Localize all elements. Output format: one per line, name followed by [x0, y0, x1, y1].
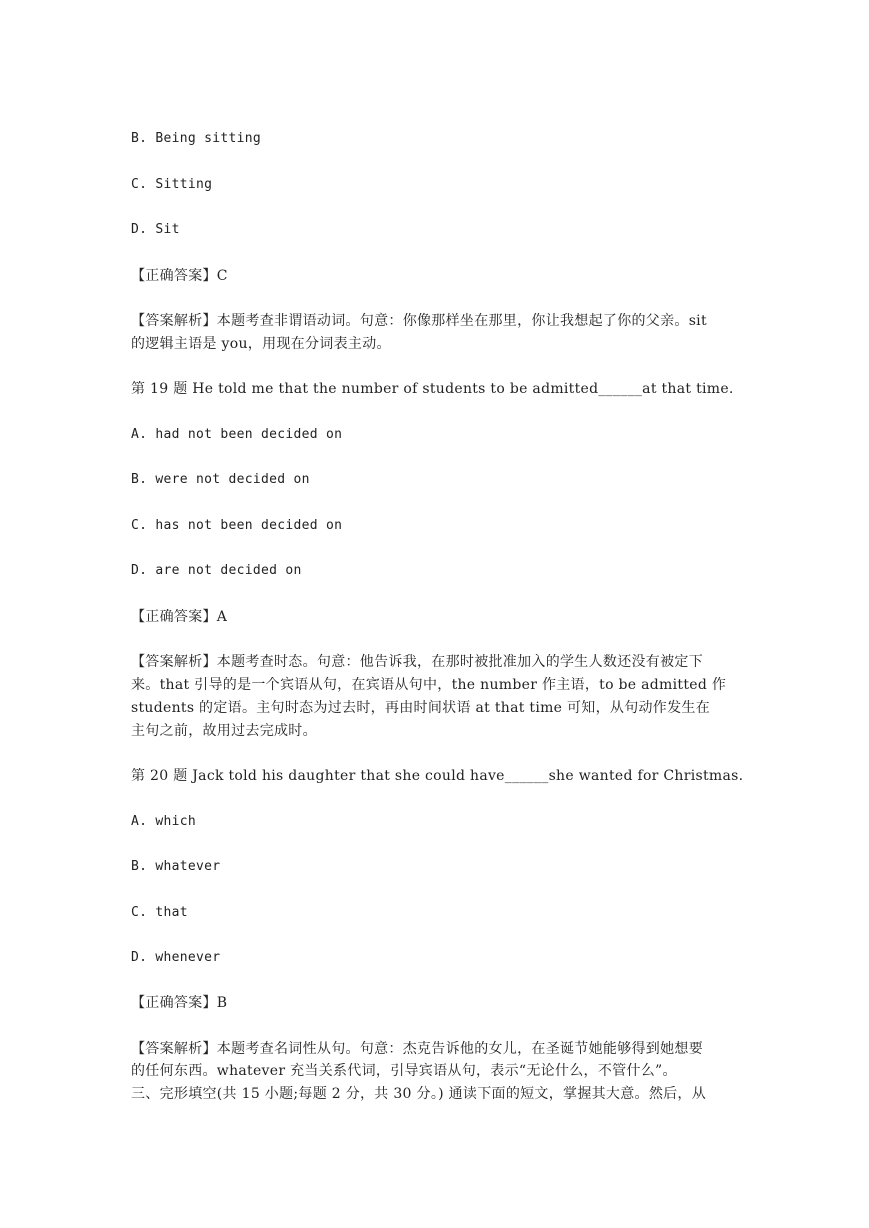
q20-analysis-line-1: 【答案解析】本题考查名词性从句。句意：杰克告诉他的女儿，在圣诞节她能够得到她想要 — [131, 1041, 703, 1057]
q18-analysis-line-1: 【答案解析】本题考查非谓语动词。句意：你像那样坐在那里，你让我想起了你的父亲。sit — [131, 313, 707, 329]
q19-question: 第 19 题 He told me that the number of students to be admitted______at that time. — [131, 381, 734, 397]
q18-analysis-line-2: 的逻辑主语是 you，用现在分词表主动。 — [131, 336, 391, 352]
q20-analysis-line-2: 的任何东西。whatever 充当关系代词，引导宾语从句，表示“无论什么，不管什么”。 — [131, 1063, 677, 1079]
q19-option-d: D. are not decided on — [131, 563, 302, 578]
q19-answer: 【正确答案】A — [131, 609, 228, 625]
q18-option-b: B. Being sitting — [131, 131, 262, 146]
q20-option-b: B. whatever — [131, 859, 221, 874]
q20-answer: 【正确答案】B — [131, 995, 228, 1011]
section-3-heading: 三、完形填空(共 15 小题;每题 2 分，共 30 分。) 通读下面的短文，掌握其大意。然后，从 — [131, 1086, 707, 1102]
q19-analysis-line-1: 【答案解析】本题考查时态。句意：他告诉我，在那时被批准加入的学生人数还没有被定下 — [131, 654, 703, 670]
q20-question: 第 20 题 Jack told his daughter that she could have______she wanted for Christmas. — [131, 768, 744, 784]
q19-analysis-line-4: 主句之前，故用过去完成时。 — [131, 723, 317, 739]
q20-option-d: D. whenever — [131, 950, 221, 965]
q19-option-c: C. has not been decided on — [131, 518, 343, 533]
q18-option-c: C. Sitting — [131, 177, 213, 192]
q19-analysis-line-2: 来。that 引导的是一个宾语从句，在宾语从句中，the number 作主语，to be admitted 作 — [131, 677, 727, 693]
q19-analysis-line-3: students 的定语。主句时态为过去时，再由时间状语 at that time 可知，从句动作发生在 — [131, 700, 711, 716]
q18-option-d: D. Sit — [131, 222, 180, 237]
q19-option-a: A. had not been decided on — [131, 427, 343, 442]
q18-answer: 【正确答案】C — [131, 268, 228, 284]
q20-option-a: A. which — [131, 814, 197, 829]
q19-option-b: B. were not decided on — [131, 472, 310, 487]
q20-option-c: C. that — [131, 905, 188, 920]
